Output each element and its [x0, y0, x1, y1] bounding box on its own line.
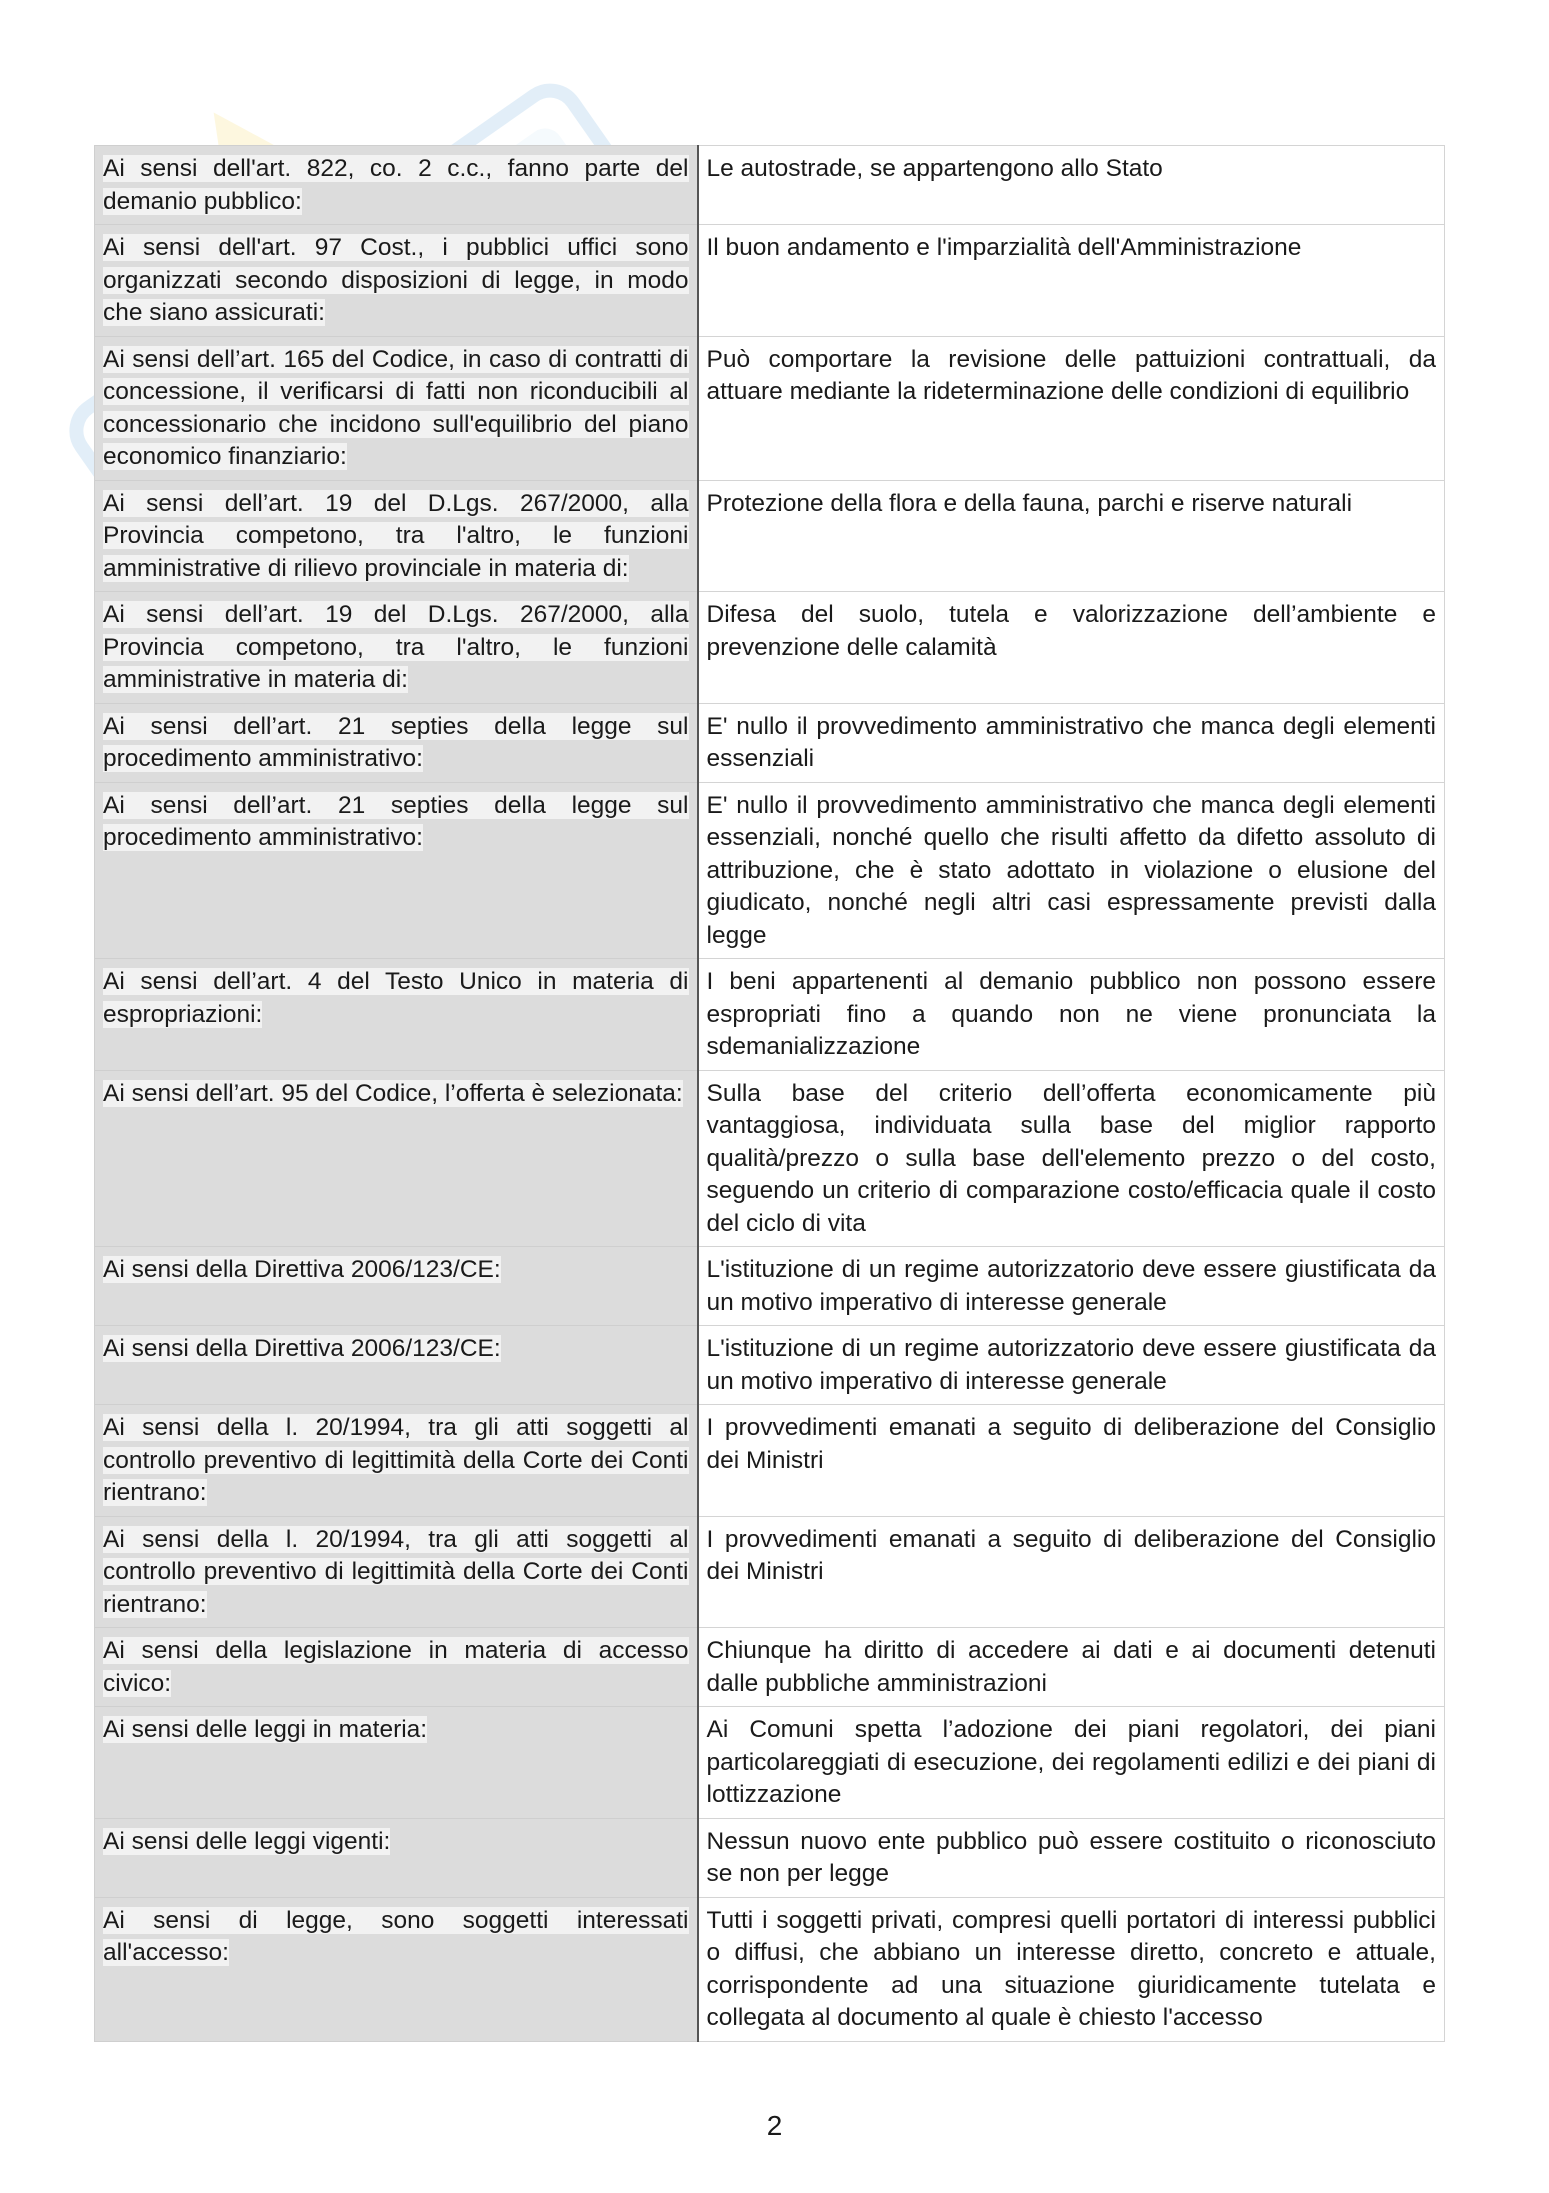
question-cell [95, 225, 698, 337]
question-cell [95, 782, 698, 959]
table-row [95, 703, 1445, 782]
question-text: Ai sensi della l. 20/1994, tra gli atti soggetti al controllo preventivo di legittimità della Corte dei Conti rientrano: [103, 1525, 689, 1618]
answer-cell [698, 480, 1445, 592]
table-row [95, 1326, 1445, 1405]
answer-text: E' nullo il provvedimento amministrativo che manca degli elementi essenziali [706, 712, 1436, 772]
answer-text: L'istituzione di un regime autorizzatorio deve essere giustificata da un motivo imperativo di interesse generale [706, 1335, 1436, 1395]
question-cell [95, 1247, 698, 1326]
answer-text: E' nullo il provvedimento amministrativo che manca degli elementi essenziali, nonché quello che risulti affetto da difetto assoluto di attribuzione, che è stato adottato in violazione o elusione del giudicato, nonché negli altri casi espressamente previsti dalla legge [706, 791, 1436, 949]
question-cell [95, 1897, 698, 2041]
answer-text: I provvedimenti emanati a seguito di deliberazione del Consiglio dei Ministri [706, 1414, 1436, 1474]
answer-cell [698, 782, 1445, 959]
question-text: Ai sensi delle leggi in materia: [103, 1716, 428, 1743]
answer-text: I provvedimenti emanati a seguito di deliberazione del Consiglio dei Ministri [706, 1525, 1436, 1585]
question-text: Ai sensi dell’art. 95 del Codice, l’offerta è selezionata: [103, 1079, 683, 1107]
table-row [95, 480, 1445, 592]
question-cell [95, 959, 698, 1071]
question-cell [95, 146, 698, 225]
question-text: Ai sensi dell’art. 4 del Testo Unico in materia di espropriazioni: [103, 968, 689, 1028]
table-row [95, 1707, 1445, 1819]
table-row [95, 782, 1445, 959]
question-cell [95, 336, 698, 480]
answer-text: Il buon andamento e l'imparzialità dell'Amministrazione [706, 234, 1302, 261]
question-cell [95, 1516, 698, 1628]
question-text: Ai sensi della legislazione in materia di accesso civico: [103, 1637, 689, 1697]
qa-table [94, 145, 1445, 2042]
question-text: Ai sensi dell'art. 822, co. 2 c.c., fanno parte del demanio pubblico: [103, 155, 689, 215]
answer-cell [698, 336, 1445, 480]
question-text: Ai sensi della l. 20/1994, tra gli atti soggetti al controllo preventivo di legittimità della Corte dei Conti rientrano: [103, 1414, 689, 1506]
answer-cell [698, 1628, 1445, 1707]
answer-cell [698, 1516, 1445, 1628]
question-cell [95, 1070, 698, 1247]
question-cell [95, 592, 698, 704]
question-cell [95, 1818, 698, 1897]
question-text: Ai sensi dell'art. 97 Cost., i pubblici uffici sono organizzati secondo disposizioni di legge, in modo che siano assicurati: [103, 234, 689, 326]
question-text: Ai sensi dell’art. 21 septies della legge sul procedimento amministrativo: [103, 791, 689, 851]
answer-cell [698, 1247, 1445, 1326]
answer-text: Ai Comuni spetta l’adozione dei piani regolatori, dei piani particolareggiati di esecuzione, dei regolamenti edilizi e dei piani di lottizzazione [706, 1716, 1436, 1808]
answer-cell [698, 592, 1445, 704]
question-text: Ai sensi dell’art. 21 septies della legge sul procedimento amministrativo: [103, 712, 689, 772]
question-text: Ai sensi dell’art. 19 del D.Lgs. 267/2000, alla Provincia competono, tra l'altro, le funzioni amministrative di rilievo provinciale in materia di: [103, 489, 689, 582]
table-row [95, 959, 1445, 1071]
table-row [95, 146, 1445, 225]
question-text: Ai sensi dell’art. 165 del Codice, in caso di contratti di concessione, il verificarsi di fatti non riconducibili al concessionario che incidono sull'equilibrio del piano economico finanziario: [103, 345, 689, 470]
table-row [95, 336, 1445, 480]
answer-text: I beni appartenenti al demanio pubblico non possono essere espropriati fino a quando non ne viene pronunciata la sdemanializzazione [706, 968, 1436, 1060]
table-row [95, 1070, 1445, 1247]
answer-cell [698, 959, 1445, 1071]
answer-text: Le autostrade, se appartengono allo Stato [706, 155, 1163, 182]
answer-text: Protezione della flora e della fauna, parchi e riserve naturali [706, 489, 1353, 517]
question-cell [95, 1707, 698, 1819]
question-cell [95, 1628, 698, 1707]
table-row [95, 1516, 1445, 1628]
answer-cell [698, 146, 1445, 225]
question-cell [95, 1405, 698, 1517]
question-cell [95, 703, 698, 782]
answer-text: L'istituzione di un regime autorizzatorio deve essere giustificata da un motivo imperativo di interesse generale [706, 1256, 1436, 1316]
table-row [95, 592, 1445, 704]
question-text: Ai sensi delle leggi vigenti: [103, 1827, 391, 1855]
answer-cell [698, 1818, 1445, 1897]
table-row [95, 1897, 1445, 2041]
answer-text: Difesa del suolo, tutela e valorizzazione dell’ambiente e prevenzione delle calamità [706, 601, 1436, 661]
answer-cell [698, 225, 1445, 337]
answer-text: Tutti i soggetti privati, compresi quelli portatori di interessi pubblici o diffusi, che abbiano un interesse diretto, concreto e attuale, corrispondente ad una situazione giuridicamente tutelata e collegata al documento al quale è chiesto l'accesso [706, 1906, 1436, 2031]
answer-cell [698, 1326, 1445, 1405]
answer-text: Può comportare la revisione delle pattuizioni contrattuali, da attuare mediante la rideterminazione delle condizioni di equilibrio [706, 345, 1436, 405]
question-cell [95, 1326, 698, 1405]
page-number: 2 [766, 2110, 783, 2141]
answer-text: Sulla base del criterio dell’offerta economicamente più vantaggiosa, individuata sulla base del miglior rapporto qualità/prezzo o sulla base dell'elemento prezzo o del costo, seguendo un criterio di comparazione costo/efficacia quale il costo del ciclo di vita [706, 1079, 1436, 1237]
table-row [95, 1628, 1445, 1707]
question-cell [95, 480, 698, 592]
question-text: Ai sensi della Direttiva 2006/123/CE: [103, 1256, 501, 1283]
answer-cell [698, 703, 1445, 782]
qa-table-body [95, 146, 1445, 2042]
answer-text: Nessun nuovo ente pubblico può essere costituito o riconosciuto se non per legge [706, 1827, 1436, 1887]
question-text: Ai sensi di legge, sono soggetti interessati all'accesso: [103, 1906, 689, 1966]
answer-cell [698, 1070, 1445, 1247]
answer-cell [698, 1897, 1445, 2041]
question-text: Ai sensi dell’art. 19 del D.Lgs. 267/2000, alla Provincia competono, tra l'altro, le funzioni amministrative in materia di: [103, 601, 689, 693]
answer-text: Chiunque ha diritto di accedere ai dati e ai documenti detenuti dalle pubbliche amministrazioni [706, 1637, 1436, 1697]
question-text: Ai sensi della Direttiva 2006/123/CE: [103, 1335, 501, 1362]
table-row [95, 1247, 1445, 1326]
answer-cell [698, 1707, 1445, 1819]
table-row [95, 225, 1445, 337]
answer-cell [698, 1405, 1445, 1517]
table-row [95, 1405, 1445, 1517]
table-row [95, 1818, 1445, 1897]
